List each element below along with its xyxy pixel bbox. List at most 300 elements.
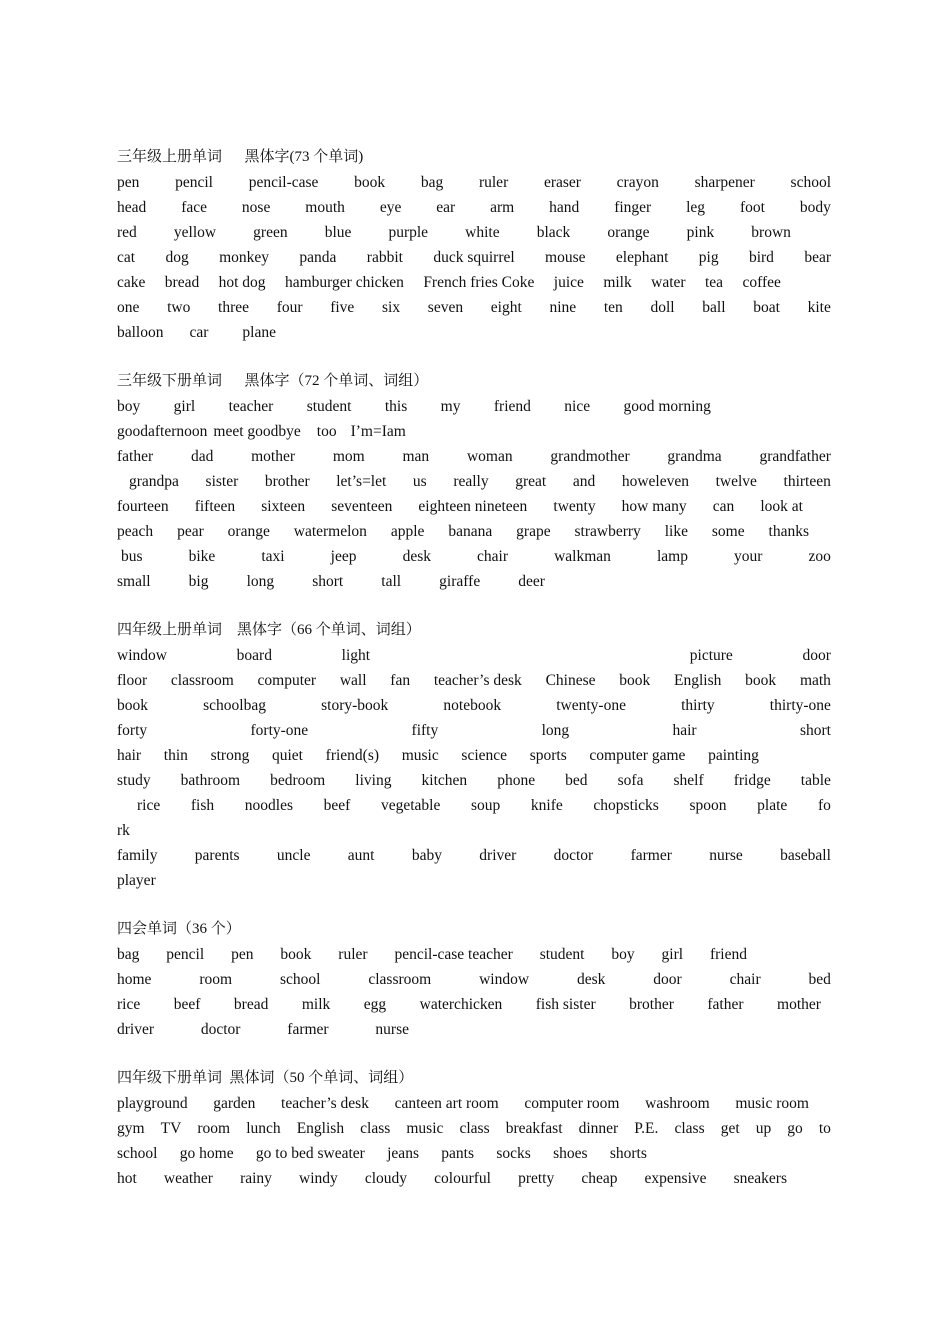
word: painting [708, 747, 759, 764]
word: boat [753, 299, 780, 316]
word-row [117, 569, 831, 594]
word: shorts [609, 1145, 647, 1162]
word: French fries Coke [423, 274, 535, 291]
section-heading: 四年级下册单词 黑体词（50 个单词、词组） [117, 1070, 414, 1086]
word: us [412, 473, 427, 490]
word: school [790, 174, 831, 191]
word: school [117, 1145, 158, 1162]
word: bathroom [180, 772, 241, 789]
word: player [117, 872, 156, 889]
word: too [316, 423, 337, 440]
word: playground [117, 1095, 188, 1112]
word: baseball [780, 847, 831, 864]
word: schoolbag [203, 697, 266, 714]
word: finger [614, 199, 652, 216]
word: quiet [272, 747, 303, 764]
word: fan [390, 672, 411, 689]
word: jeans [387, 1145, 419, 1162]
word: grape [516, 523, 551, 540]
word: thin [163, 747, 188, 764]
word: walkman [554, 548, 611, 565]
section-heading: 四年级上册单词 黑体字（66 个单词、词组） [117, 622, 421, 638]
word: orange [227, 523, 270, 540]
word: car [189, 324, 209, 341]
word: eight [490, 299, 522, 316]
word: go to bed sweater [255, 1145, 365, 1162]
word: friend [709, 946, 747, 963]
word: four [276, 299, 303, 316]
word: doctor [553, 847, 594, 864]
word: seven [427, 299, 464, 316]
word-row [117, 1116, 831, 1141]
word: book [117, 697, 148, 714]
word: plane [242, 324, 276, 341]
word: fish sister [535, 996, 596, 1013]
word: green [253, 224, 288, 241]
word: elephant [615, 249, 669, 266]
word: family [117, 847, 158, 864]
word: ten [603, 299, 623, 316]
word: farmer [630, 847, 672, 864]
word-row [117, 394, 831, 419]
word-row [117, 419, 831, 444]
word-row [117, 793, 831, 818]
word: grandma [667, 448, 722, 465]
word: colourful [434, 1170, 491, 1187]
word-row [117, 195, 831, 220]
word: howeleven [621, 473, 689, 490]
word: weather [163, 1170, 213, 1187]
word: I’m=Iam [350, 423, 406, 440]
word-row [117, 544, 831, 569]
word: expensive [644, 1170, 707, 1187]
word: banana [448, 523, 493, 540]
word: nurse [709, 847, 743, 864]
word: washroom [645, 1095, 710, 1112]
word: room [199, 971, 233, 988]
word: woman [466, 448, 513, 465]
word: pen [231, 946, 254, 963]
word-row [117, 992, 831, 1017]
word: taxi [261, 548, 285, 565]
word: grandmother [550, 448, 630, 465]
word: short [312, 573, 344, 590]
word: hamburger chicken [284, 274, 404, 291]
word: black [536, 224, 571, 241]
word: sharpener [694, 174, 755, 191]
word-row [117, 1166, 831, 1191]
word: long [541, 722, 570, 739]
word: seventeen [331, 498, 393, 515]
word: light [341, 647, 371, 664]
word-row [117, 295, 831, 320]
word: window [117, 647, 167, 664]
section-grade4-vol2 [117, 1066, 831, 1191]
word: chair [477, 548, 509, 565]
word: eighteen nineteen [418, 498, 528, 515]
word: sneakers [733, 1170, 787, 1187]
word: bed [565, 772, 588, 789]
word: pencil-case teacher [394, 946, 513, 963]
word: story-book [321, 697, 389, 714]
word: breakfast [505, 1120, 563, 1137]
word: mouth [305, 199, 345, 216]
word: bird [748, 249, 774, 266]
word: goodafternoon [117, 423, 208, 440]
word: computer game [589, 747, 686, 764]
word: class [674, 1120, 705, 1137]
word: tea [704, 274, 724, 291]
word: two [167, 299, 191, 316]
word-row [117, 693, 831, 718]
word: ruler [338, 946, 368, 963]
word: pencil [175, 174, 213, 191]
word: coffee [742, 274, 781, 291]
word-row [117, 519, 831, 544]
word: bag [420, 174, 444, 191]
word: fridge [733, 772, 771, 789]
word: doctor [200, 1021, 241, 1038]
word: sofa [617, 772, 644, 789]
word-row [117, 494, 831, 519]
word: zoo [808, 548, 831, 565]
word-row [117, 843, 831, 868]
word: teacher [228, 398, 274, 415]
word: friend [493, 398, 531, 415]
word: student [306, 398, 352, 415]
word: desk [402, 548, 431, 565]
word: class [459, 1120, 490, 1137]
word: sports [529, 747, 567, 764]
word: jeep [330, 548, 357, 565]
word: forty-one [250, 722, 309, 739]
word: rabbit [366, 249, 403, 266]
word: bag [117, 946, 140, 963]
word: phone [497, 772, 536, 789]
word: classroom [368, 971, 432, 988]
word: strong [210, 747, 250, 764]
word: go [787, 1120, 803, 1137]
word: dad [190, 448, 214, 465]
word-row [117, 818, 831, 843]
word: five [330, 299, 355, 316]
word: eye [379, 199, 402, 216]
word: kite [807, 299, 831, 316]
word: beef [323, 797, 351, 814]
word: cheap [581, 1170, 618, 1187]
word: beef [173, 996, 201, 1013]
word: bread [164, 274, 200, 291]
word: panda [299, 249, 337, 266]
word: dog [165, 249, 189, 266]
word-row [117, 967, 831, 992]
word: floor [117, 672, 148, 689]
word-row [117, 1141, 831, 1166]
word: table [800, 772, 831, 789]
word: good morning [623, 398, 711, 415]
word-row [117, 942, 831, 967]
word: apple [390, 523, 425, 540]
section-heading: 三年级上册单词 黑体字(73 个单词) [117, 149, 364, 165]
word: classroom [170, 672, 234, 689]
word: orange [607, 224, 650, 241]
word: shoes [553, 1145, 588, 1162]
word: water [651, 274, 686, 291]
word: dinner [578, 1120, 619, 1137]
word: lunch [246, 1120, 281, 1137]
word: small [117, 573, 151, 590]
word: deer [518, 573, 545, 590]
word: wall [339, 672, 367, 689]
word: twenty [553, 498, 596, 515]
word-row [117, 643, 831, 668]
word: short [799, 722, 831, 739]
section-grade4-vol1 [117, 618, 831, 893]
section-heading: 四会单词（36 个） [117, 921, 241, 937]
word: friend(s) [325, 747, 380, 764]
word: waterchicken [419, 996, 503, 1013]
word: aunt [347, 847, 375, 864]
word: pretty [518, 1170, 555, 1187]
word: TV [160, 1120, 182, 1137]
word: parents [194, 847, 240, 864]
word-row [117, 768, 831, 793]
word: math [799, 672, 831, 689]
word: rice [117, 996, 141, 1013]
word: twelve [715, 473, 757, 490]
word: foot [739, 199, 765, 216]
word: ball [702, 299, 726, 316]
word: one [117, 299, 140, 316]
word: bed [808, 971, 831, 988]
word: chopsticks [593, 797, 659, 814]
word: pink [686, 224, 715, 241]
word: tall [381, 573, 402, 590]
word: nice [564, 398, 591, 415]
word: bus [121, 548, 143, 565]
word: can [712, 498, 735, 515]
word: nose [241, 199, 271, 216]
word: boy [117, 398, 141, 415]
word: arm [490, 199, 515, 216]
word: juice [553, 274, 584, 291]
word: brown [751, 224, 791, 241]
word: book [280, 946, 312, 963]
word: hair [117, 747, 142, 764]
word: up [755, 1120, 772, 1137]
word: hot [117, 1170, 137, 1187]
word: mother [777, 996, 821, 1013]
word: thirty [681, 697, 715, 714]
word: cat [117, 249, 136, 266]
word: crayon [616, 174, 659, 191]
word: socks [496, 1145, 531, 1162]
word: book [745, 672, 777, 689]
word: pen [117, 174, 140, 191]
word: living [355, 772, 392, 789]
word: nine [549, 299, 577, 316]
word: music [406, 1120, 444, 1137]
word-row [117, 868, 831, 893]
word: body [799, 199, 831, 216]
word: face [181, 199, 207, 216]
word: your [734, 548, 763, 565]
word: home [117, 971, 152, 988]
word: English [674, 672, 722, 689]
word: chair [729, 971, 761, 988]
word: hair [672, 722, 697, 739]
word: bedroom [270, 772, 326, 789]
word: fifty [411, 722, 439, 739]
word: knife [530, 797, 563, 814]
word: rice [137, 797, 161, 814]
word: student [539, 946, 585, 963]
word: pig [698, 249, 719, 266]
word: egg [363, 996, 387, 1013]
word: mouse [545, 249, 586, 266]
word: white [465, 224, 500, 241]
word: book [619, 672, 651, 689]
word-row [117, 1017, 831, 1042]
word: teacher’s desk [281, 1095, 369, 1112]
word: rk [117, 822, 130, 839]
word: fourteen [117, 498, 169, 515]
word: meet goodbye [213, 423, 301, 440]
word: head [117, 199, 147, 216]
word: grandpa [129, 473, 179, 490]
word: pants [441, 1145, 475, 1162]
word: watermelon [293, 523, 367, 540]
word: plate [757, 797, 788, 814]
section-heading: 三年级下册单词 黑体字（72 个单词、词组） [117, 373, 429, 389]
word: yellow [173, 224, 217, 241]
word: like [664, 523, 688, 540]
word: music [401, 747, 439, 764]
word: rainy [240, 1170, 272, 1187]
word: and [572, 473, 596, 490]
word: door [802, 647, 831, 664]
word: bread [233, 996, 269, 1013]
word: grandfather [759, 448, 831, 465]
word: kitchen [421, 772, 468, 789]
word: father [707, 996, 744, 1013]
word: fish [190, 797, 215, 814]
section-grade3-vol1 [117, 145, 831, 345]
word: let’s=let [336, 473, 387, 490]
word-row [117, 320, 831, 345]
word: science [461, 747, 508, 764]
word: great [515, 473, 547, 490]
word: nurse [375, 1021, 409, 1038]
word: girl [173, 398, 196, 415]
word: English [296, 1120, 345, 1137]
word: spoon [689, 797, 727, 814]
word: uncle [276, 847, 311, 864]
word: three [218, 299, 249, 316]
word: P.E. [634, 1120, 659, 1137]
word-row [117, 170, 831, 195]
word: really [453, 473, 489, 490]
word: teacher’s desk [433, 672, 522, 689]
word: door [653, 971, 682, 988]
word: eraser [543, 174, 581, 191]
word: thirteen [783, 473, 831, 490]
word: mom [332, 448, 365, 465]
word: to [818, 1120, 831, 1137]
word: how many [621, 498, 687, 515]
word-row [117, 245, 831, 270]
word: window [479, 971, 530, 988]
word: hot dog [218, 274, 266, 291]
word: sister [205, 473, 239, 490]
word-row [117, 220, 831, 245]
word: pencil-case [248, 174, 319, 191]
word: red [117, 224, 137, 241]
document-page [117, 145, 831, 1215]
word: doll [650, 299, 675, 316]
word: Chinese [545, 672, 596, 689]
word: cake [117, 274, 146, 291]
word: milk [603, 274, 632, 291]
word: twenty-one [556, 697, 626, 714]
word: forty [117, 722, 148, 739]
word-row [117, 1091, 831, 1116]
word: balloon [117, 324, 164, 341]
word: board [236, 647, 272, 664]
word: bear [804, 249, 831, 266]
word: ear [436, 199, 456, 216]
word: gym [117, 1120, 145, 1137]
word: computer [257, 672, 317, 689]
word: music room [735, 1095, 809, 1112]
word: computer room [524, 1095, 620, 1112]
word: duck squirrel [433, 249, 515, 266]
word: leg [686, 199, 706, 216]
word: picture [689, 647, 733, 664]
word-row [117, 718, 831, 743]
word: monkey [219, 249, 270, 266]
word: noodles [244, 797, 293, 814]
word: big [188, 573, 209, 590]
word: girl [661, 946, 684, 963]
word: class [360, 1120, 391, 1137]
word: six [382, 299, 401, 316]
word: room [197, 1120, 231, 1137]
word: my [440, 398, 461, 415]
word: father [117, 448, 154, 465]
word: thirty-one [769, 697, 831, 714]
word: book [354, 174, 386, 191]
word: go home [179, 1145, 234, 1162]
word: soup [470, 797, 501, 814]
word: driver [479, 847, 517, 864]
word: brother [264, 473, 310, 490]
word: sixteen [261, 498, 306, 515]
word: fo [817, 797, 831, 814]
word: pencil [166, 946, 205, 963]
word: notebook [443, 697, 502, 714]
word: get [720, 1120, 740, 1137]
word-row [117, 444, 831, 469]
word-row [117, 270, 831, 295]
word: school [279, 971, 321, 988]
word: man [402, 448, 430, 465]
word: driver [117, 1021, 155, 1038]
word: blue [324, 224, 352, 241]
word: ruler [478, 174, 509, 191]
word: thanks [768, 523, 809, 540]
word: study [117, 772, 151, 789]
